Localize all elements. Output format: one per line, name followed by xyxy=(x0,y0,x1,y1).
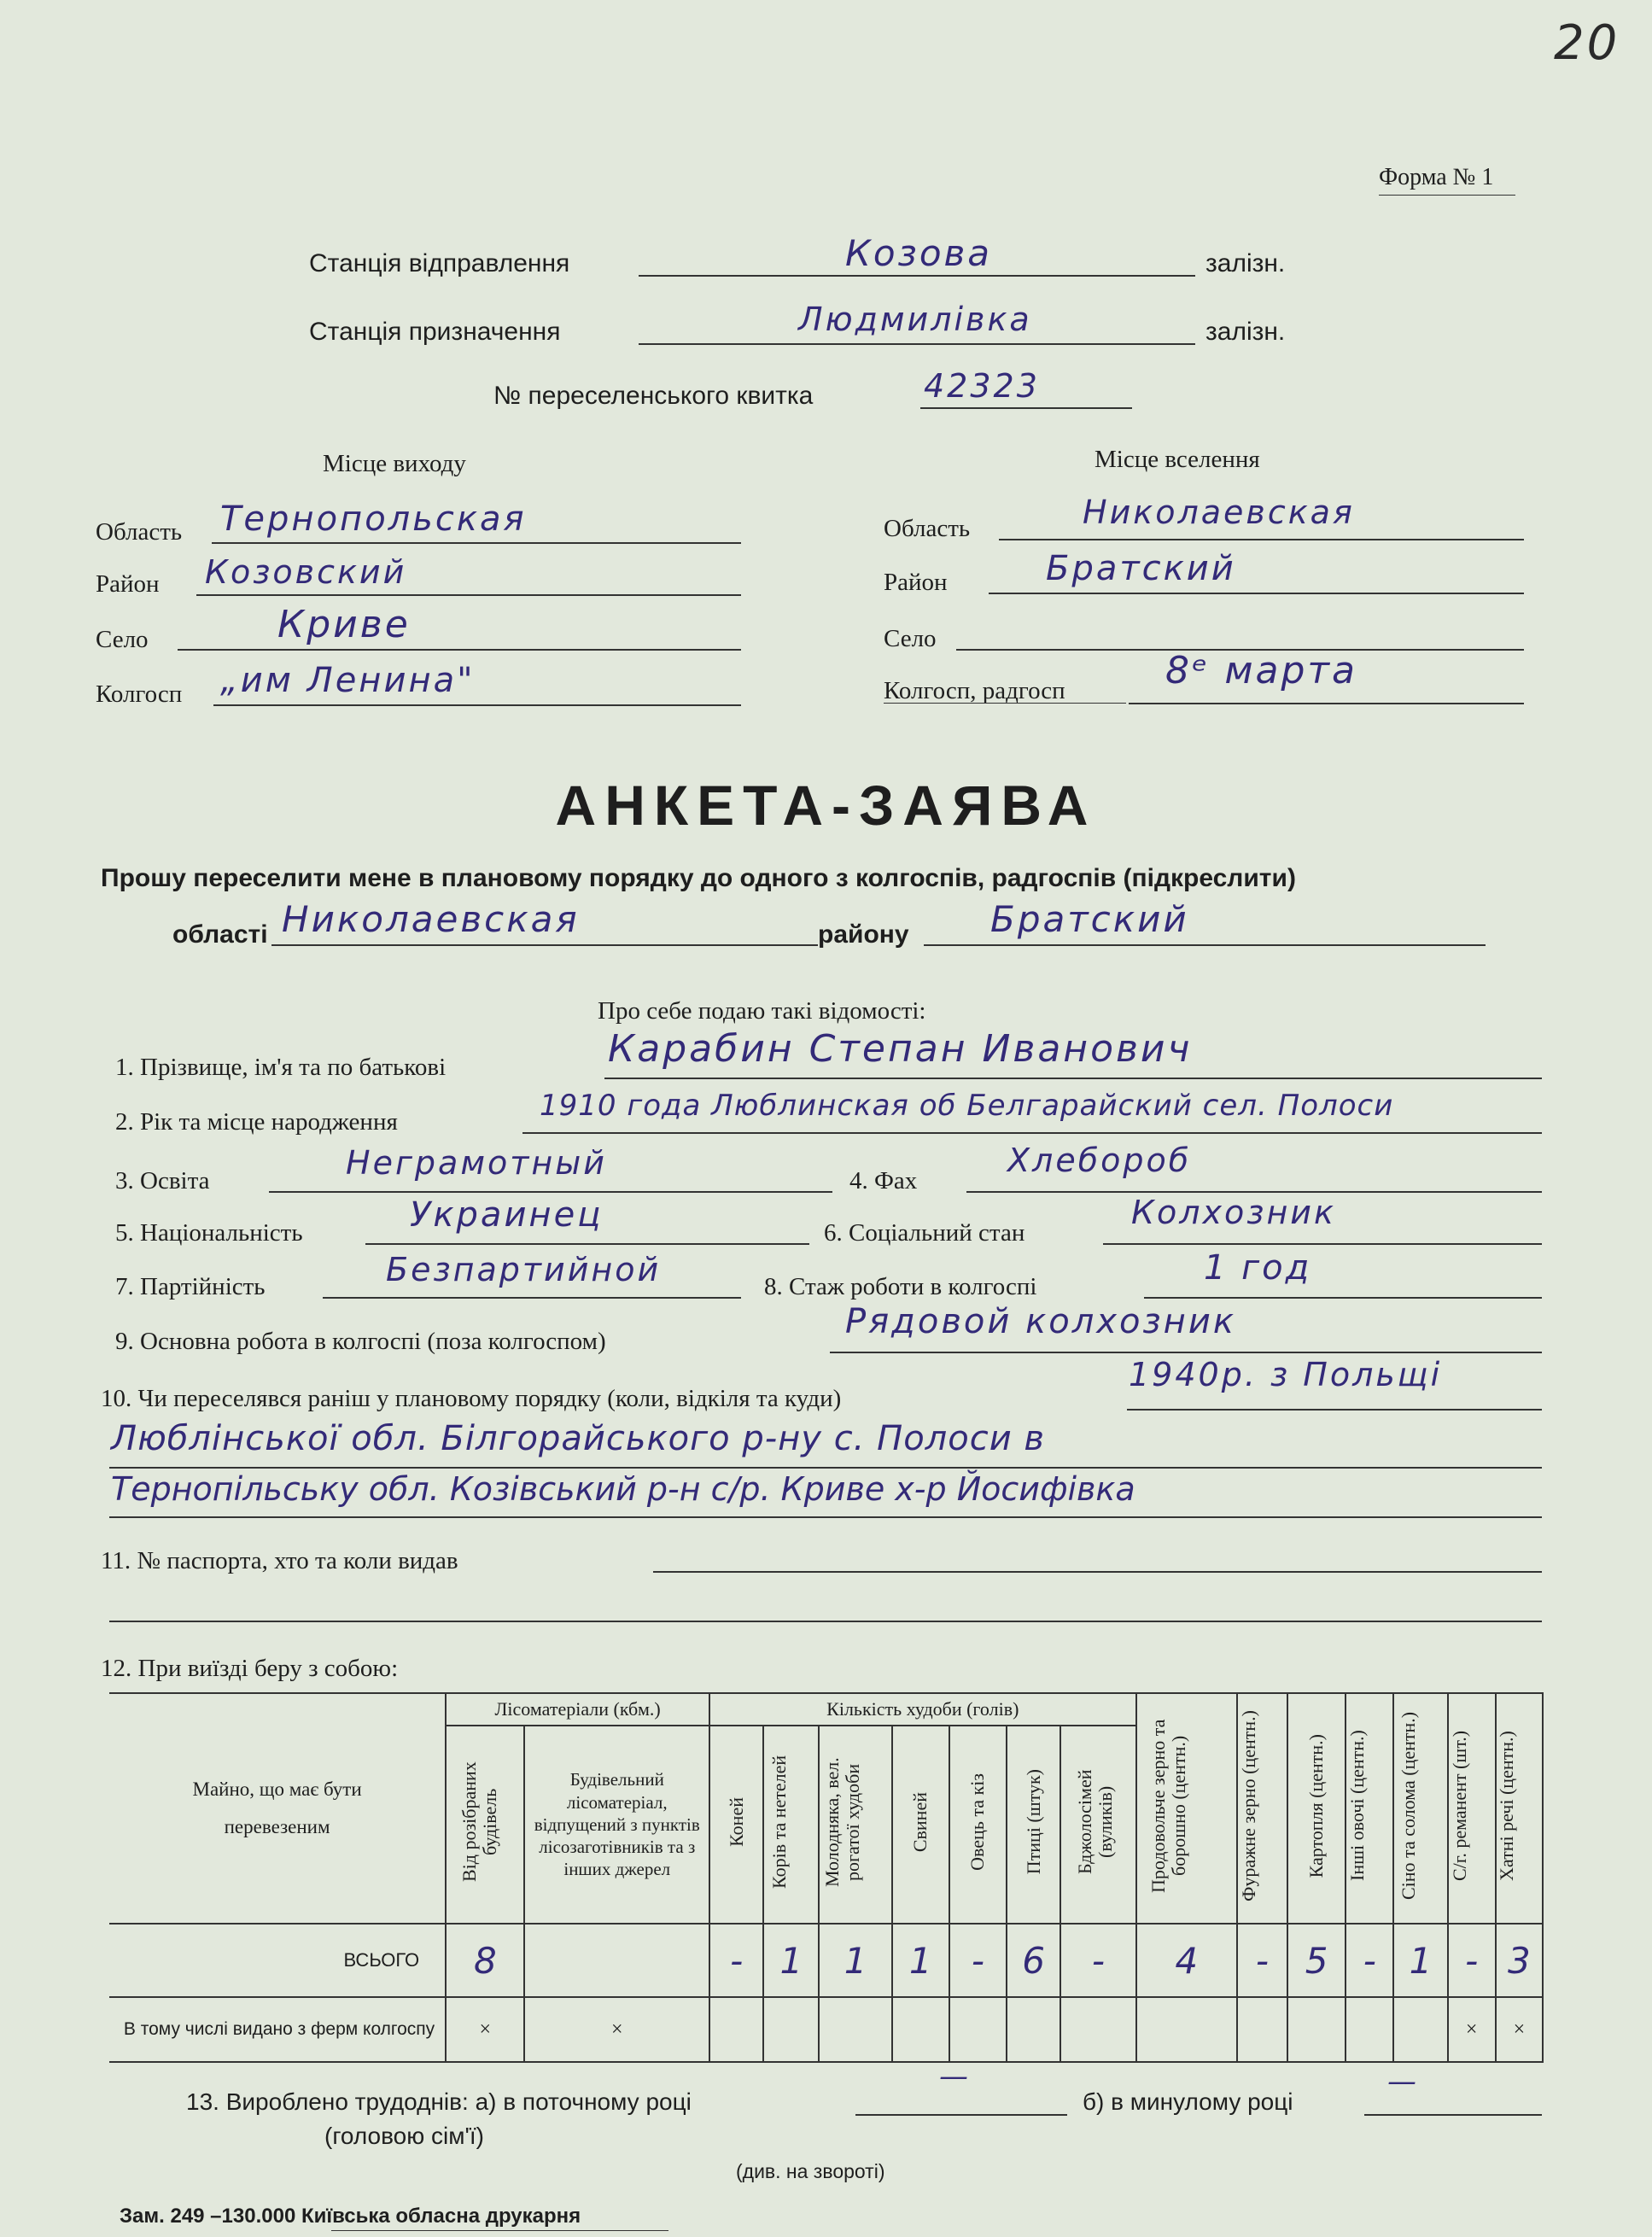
form-title: АНКЕТА-ЗАЯВА xyxy=(555,774,1097,837)
cell-total: - xyxy=(1060,1924,1135,1997)
origin-selo-value: Криве xyxy=(277,603,411,646)
field-6-value: Колхозник xyxy=(1131,1194,1336,1231)
cell-total: 4 xyxy=(1136,1924,1237,1997)
origin-oblast-value: Тернопольская xyxy=(220,499,527,539)
col-horses-header: Коней xyxy=(709,1726,763,1924)
cell-farm xyxy=(763,1997,819,2062)
field-11-label: 11. № паспорта, хто та коли видав xyxy=(101,1547,458,1574)
request-raion-label: району xyxy=(818,920,909,949)
workdays-sub-label: (головою сім'ї) xyxy=(324,2123,484,2149)
field-3-line xyxy=(269,1191,832,1193)
about-heading: Про себе подаю такі відомості: xyxy=(598,997,926,1025)
col-vegetables-header: Інші овочі (центн.) xyxy=(1346,1693,1393,1924)
field-5-line xyxy=(365,1243,809,1245)
origin-kolhosp-label: Колгосп xyxy=(96,680,183,708)
origin-raion-line xyxy=(196,594,741,596)
origin-kolhosp-line xyxy=(213,704,741,706)
col-sheep-header: Овець та кіз xyxy=(949,1726,1007,1924)
field-10-value-2: Люблінської обл. Білгорайського р-ну с. Полоси в xyxy=(111,1419,1045,1458)
field-9-value: Рядовой колхозник xyxy=(845,1302,1236,1341)
cell-total: - xyxy=(709,1924,763,1997)
field-6-line xyxy=(1103,1243,1542,1245)
col-food-grain-header: Продовольче зерно та борошно (центн.) xyxy=(1136,1693,1237,1924)
cell-farm xyxy=(709,1997,763,2062)
col-household-header: Хатні речі (центн.) xyxy=(1496,1693,1543,1924)
cell-farm xyxy=(1393,1997,1447,2062)
col-potato-header: Картопля (центн.) xyxy=(1287,1693,1346,1924)
field-8-value: 1 год xyxy=(1204,1248,1312,1288)
cell-total: - xyxy=(949,1924,1007,1997)
field-2-label: 2. Рік та місце народження xyxy=(115,1108,398,1136)
destination-kolhosp-label: Колгосп, радгосп xyxy=(884,677,1065,704)
see-back-note: (див. на звороті) xyxy=(736,2160,885,2182)
cell-farm xyxy=(1007,1997,1060,2062)
origin-raion-label: Район xyxy=(96,570,160,598)
origin-oblast-label: Область xyxy=(96,518,183,546)
workdays-current-value: — xyxy=(939,2059,971,2094)
request-oblast-line xyxy=(271,944,818,946)
cell-total: - xyxy=(1237,1924,1287,1997)
origin-heading: Місце виходу xyxy=(323,450,466,477)
printer-imprint: Зам. 249 –130.000 Київська обласна друкарня xyxy=(120,2205,581,2228)
departure-railway-suffix: залізн. xyxy=(1205,249,1286,277)
cell-farm xyxy=(1287,1997,1346,2062)
field-2-line xyxy=(522,1132,1542,1134)
destination-station-line xyxy=(639,343,1195,345)
cell-total: 1 xyxy=(763,1924,819,1997)
ticket-line xyxy=(920,407,1132,409)
field-3-value: Неграмотный xyxy=(346,1144,607,1182)
field-5-label: 5. Національність xyxy=(115,1219,303,1247)
destination-raion-label: Район xyxy=(884,569,948,596)
col-cows-header: Корів та нетелей xyxy=(763,1726,819,1924)
col-fodder-grain-header: Фуражне зерно (центн.) xyxy=(1237,1693,1287,1924)
kolhosp-underline-mark xyxy=(884,703,1126,704)
request-raion-value: Братский xyxy=(990,898,1189,940)
cell-total: 1 xyxy=(1393,1924,1447,1997)
field-12-label: 12. При виїзді беру з собою: xyxy=(101,1655,399,1682)
field-7-value: Безпартийной xyxy=(386,1251,662,1288)
origin-selo-label: Село xyxy=(96,626,149,653)
workdays-prev-value: — xyxy=(1387,2065,1419,2099)
destination-raion-line xyxy=(989,593,1524,594)
field-4-line xyxy=(966,1191,1542,1193)
cell-farm xyxy=(949,1997,1007,2062)
group-timber-header: Лісоматеріали (кбм.) xyxy=(446,1693,709,1726)
field-11-line-1 xyxy=(653,1571,1542,1573)
cell-total: 1 xyxy=(819,1924,891,1997)
departure-value: Козова xyxy=(845,232,993,274)
field-7-line xyxy=(323,1297,741,1299)
field-7-label: 7. Партійність xyxy=(115,1273,266,1300)
field-10-label: 10. Чи переселявся раніш у плановому порядку (коли, відкіля та куди) xyxy=(101,1385,842,1412)
printer-underline xyxy=(331,2230,668,2231)
cell-farm xyxy=(1237,1997,1287,2062)
field-10-line-2 xyxy=(109,1467,1542,1469)
cell-total xyxy=(524,1924,709,1997)
form-number-underline xyxy=(1379,195,1515,196)
ticket-label: № переселенського квитка xyxy=(493,382,814,410)
cell-farm xyxy=(1346,1997,1393,2062)
field-9-label: 9. Основна робота в колгоспі (поза колгоспом) xyxy=(115,1328,606,1355)
origin-selo-line xyxy=(178,649,741,651)
field-10-line-3 xyxy=(109,1516,1542,1518)
destination-oblast-value: Николаевская xyxy=(1083,494,1355,531)
origin-raion-value: Козовский xyxy=(205,553,407,591)
field-2-value: 1910 года Люблинская об Белгарайский сел. Полоси xyxy=(540,1089,1394,1123)
origin-oblast-line xyxy=(212,542,741,544)
group-livestock-header: Кількість худоби (голів) xyxy=(709,1693,1135,1726)
departure-line xyxy=(639,275,1195,277)
cell-farm: × xyxy=(524,1997,709,2062)
field-8-line xyxy=(1144,1297,1542,1299)
cell-farm: × xyxy=(446,1997,524,2062)
request-oblast-value: Николаевская xyxy=(282,898,580,940)
field-5-value: Украинец xyxy=(410,1195,604,1235)
page-number: 20 xyxy=(1554,15,1620,71)
field-4-label: 4. Фах xyxy=(849,1167,918,1194)
departure-label: Станція відправлення xyxy=(309,249,570,277)
row-farm-label: В тому числі видано з ферм колгоспу xyxy=(109,1997,446,2062)
col-young-cattle-header: Молодняка, вел. рогатої худоби xyxy=(819,1726,891,1924)
field-1-label: 1. Прізвище, ім'я та по батькові xyxy=(115,1054,447,1081)
col-building-timber-header: Будівельний лісоматеріал, відпущений з пунктів лісозаготівників та з інших джерел xyxy=(524,1726,709,1924)
destination-oblast-line xyxy=(999,539,1524,540)
workdays-prev-label: б) в минулому році xyxy=(1083,2088,1293,2115)
destination-kolhosp-line xyxy=(1129,703,1524,704)
origin-kolhosp-value: „им Ленина" xyxy=(220,661,476,700)
field-1-line xyxy=(604,1078,1542,1079)
form-number: Форма № 1 xyxy=(1379,164,1494,190)
destination-railway-suffix: залізн. xyxy=(1205,318,1286,346)
cell-total: 8 xyxy=(446,1924,524,1997)
destination-heading: Місце вселення xyxy=(1095,446,1260,473)
field-9-line xyxy=(830,1352,1542,1353)
field-10-value-1: 1940р. з Польщі xyxy=(1129,1356,1443,1393)
cell-farm: × xyxy=(1448,1997,1496,2062)
request-raion-line xyxy=(924,944,1486,946)
col-property-header: Майно, що має бути перевезеним xyxy=(109,1693,446,1924)
destination-selo-label: Село xyxy=(884,625,937,652)
cell-farm xyxy=(1060,1997,1135,2062)
field-1-value: Карабин Степан Иванович xyxy=(608,1027,1193,1071)
col-poultry-header: Птиці (штук) xyxy=(1007,1726,1060,1924)
col-hay-header: Сіно та солома (центн.) xyxy=(1393,1693,1447,1924)
cell-total: 3 xyxy=(1496,1924,1543,1997)
cell-total: 6 xyxy=(1007,1924,1060,1997)
col-pigs-header: Свиней xyxy=(892,1726,949,1924)
ticket-value: 42323 xyxy=(924,367,1040,405)
col-dismantled-header: Від розібраних будівель xyxy=(446,1726,524,1924)
field-10-line-1 xyxy=(1127,1409,1542,1411)
belongings-table xyxy=(109,1692,1544,2063)
table-farm-row xyxy=(109,1997,1543,2062)
field-6-label: 6. Соціальний стан xyxy=(824,1219,1025,1247)
workdays-prev-line xyxy=(1364,2114,1542,2116)
field-8-label: 8. Стаж роботи в колгоспі xyxy=(764,1273,1037,1300)
field-3-label: 3. Освіта xyxy=(115,1167,210,1194)
table-total-row xyxy=(109,1924,1543,1997)
destination-station-label: Станція призначення xyxy=(309,318,561,346)
request-text: Прошу переселити мене в плановому порядку до одного з колгоспів, радгоспів (підкреслити) xyxy=(101,864,1296,892)
cell-total: - xyxy=(1448,1924,1496,1997)
row-total-label: ВСЬОГО xyxy=(109,1924,446,1997)
cell-farm: × xyxy=(1496,1997,1543,2062)
workdays-label: 13. Вироблено трудоднів: а) в поточному році xyxy=(186,2088,692,2115)
col-equipment-header: С/г. реманент (шт.) xyxy=(1448,1693,1496,1924)
destination-station-value: Людмилівка xyxy=(798,301,1032,338)
request-oblast-label: області xyxy=(172,920,268,949)
cell-total: - xyxy=(1346,1924,1393,1997)
cell-total: 5 xyxy=(1287,1924,1346,1997)
col-bees-header: Бджолосімей (вуликів) xyxy=(1060,1726,1135,1924)
workdays-current-line xyxy=(855,2114,1067,2116)
cell-farm xyxy=(892,1997,949,2062)
cell-total: 1 xyxy=(892,1924,949,1997)
destination-oblast-label: Область xyxy=(884,515,971,542)
field-11-line-2 xyxy=(109,1621,1542,1622)
cell-farm xyxy=(1136,1997,1237,2062)
table-group-header-row xyxy=(109,1693,1543,1726)
destination-raion-value: Братский xyxy=(1046,549,1236,588)
field-4-value: Хлебороб xyxy=(1007,1142,1192,1179)
destination-kolhosp-value: 8ᵉ марта xyxy=(1165,649,1358,692)
cell-farm xyxy=(819,1997,891,2062)
field-10-value-3: Тернопільську обл. Козівський р-н с/р. Криве х-р Йосифівка xyxy=(111,1470,1135,1508)
